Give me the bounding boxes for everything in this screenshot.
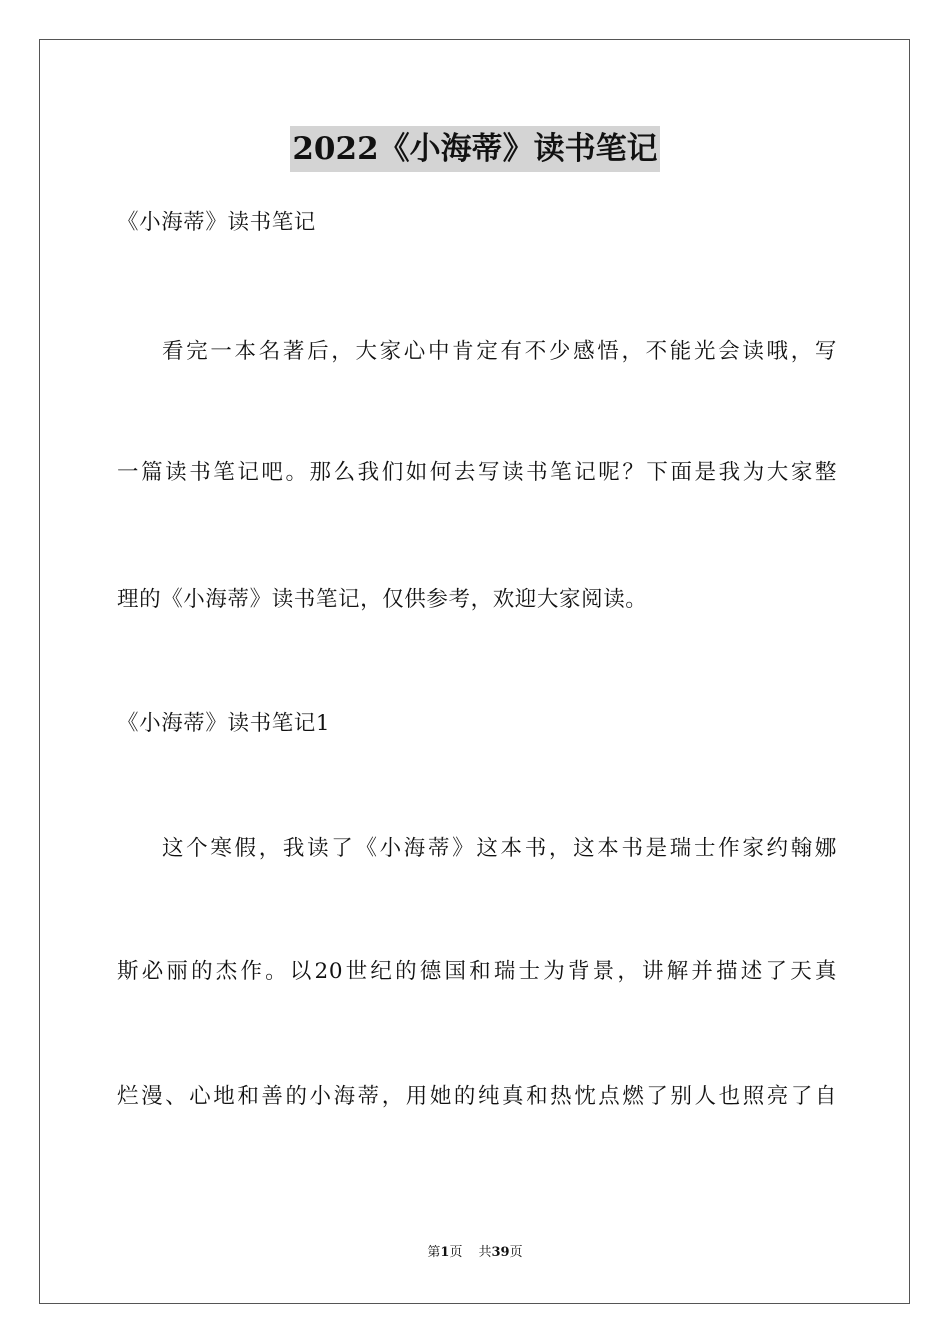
footer-page-prefix: 第 (427, 1245, 441, 1260)
footer-total-prefix: 共 (478, 1245, 492, 1260)
paragraph-line: 这个寒假，我读了《小海蒂》这本书，这本书是瑞士作家约翰娜 (162, 836, 837, 861)
paragraph-line: 斯必丽的杰作。以20世纪的德国和瑞士为背景，讲解并描述了天真 (117, 959, 837, 984)
title-container (0, 126, 950, 172)
footer-page-suffix: 页 (449, 1245, 463, 1260)
footer-total-suffix: 页 (509, 1245, 523, 1260)
paragraph-line: 理的《小海蒂》读书笔记，仅供参考，欢迎大家阅读。 (117, 587, 648, 612)
footer-total-pages: 39 (491, 1245, 510, 1260)
paragraph-line: 看完一本名著后，大家心中肯定有不少感悟，不能光会读哦，写 (162, 339, 837, 364)
subtitle-line: 《小海蒂》读书笔记 (117, 210, 316, 235)
footer-page-number: 1 (440, 1245, 450, 1260)
paragraph-line: 烂漫、心地和善的小海蒂，用她的纯真和热忱点燃了别人也照亮了自 (117, 1084, 837, 1109)
paragraph-line: 一篇读书笔记吧。那么我们如何去写读书笔记呢？下面是我为大家整 (117, 460, 837, 485)
section-heading: 《小海蒂》读书笔记1 (117, 711, 331, 736)
page-footer (0, 1244, 950, 1262)
document-title: 2022《小海蒂》读书笔记 (290, 126, 659, 172)
